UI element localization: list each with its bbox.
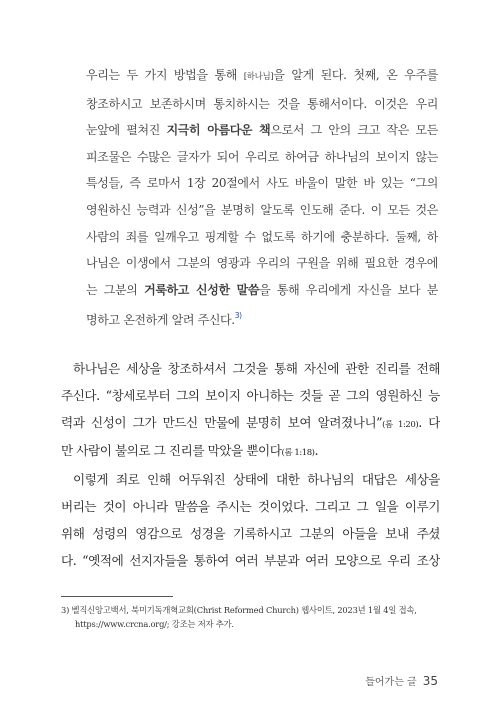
page-number: 35 <box>422 674 438 688</box>
body-text <box>61 356 440 574</box>
scripture-reference: (롬 1:18) <box>281 448 315 459</box>
quote-line: 피조물은 수많은 글자가 되어 우리로 하여금 하나님의 보이지 않는 <box>86 149 438 164</box>
quote-block <box>86 62 438 334</box>
body-line: 버리는 것이 아니라 말씀을 주시는 것이었다. 그리고 그 일을 이루기 <box>61 498 440 514</box>
body-line: 력과 신성이 그가 만드신 만물에 분명히 보여 알려졌나니”(롬 1:20). 다 <box>61 414 440 430</box>
chapter-title: 들어가는 글 <box>365 677 417 688</box>
quote-line: 눈앞에 펼쳐진 지극히 아름다운 책으로서 그 안의 크고 작은 모든 <box>86 123 438 138</box>
bracket-insert: [하나님] <box>243 72 274 82</box>
body-line: 주신다. “창세로부터 그의 보이지 아니하는 것들 곧 그의 영원하신 능 <box>61 387 440 403</box>
footnote-url[interactable]: https://www.crcna.org/; 강조는 저자 추가. <box>75 619 234 629</box>
quote-line: 특성들, 즉 로마서 1장 20절에서 사도 바울이 말한 바 있는 “그의 <box>86 176 438 191</box>
emphasis-text: 지극히 아름다운 책 <box>166 123 271 138</box>
scripture-reference: (롬 1:20) <box>382 419 419 430</box>
quote-line: 영원하신 능력과 신성”을 분명히 알도록 인도해 준다. 이 모든 것은 <box>86 202 438 217</box>
footnote-citation: 3) 벨직신앙고백서, 북미기독개혁교회(Christ Reformed Church) 웹사이트, 2023년 1월 4일 접속, <box>61 605 417 615</box>
body-line: 위해 성령의 영감으로 성경을 기록하시고 그분의 아들을 보내 주셨 <box>61 525 440 541</box>
footnote-divider <box>61 596 173 597</box>
body-line: 하나님은 세상을 창조하셔서 그것을 통해 자신에 관한 진리를 전해 <box>73 361 440 376</box>
quote-line: 사람의 죄를 일깨우고 핑계할 수 없도록 하기에 충분하다. 둘째, 하 <box>86 229 438 244</box>
quote-line: 우리는 두 가지 방법을 통해 [하나님]을 알게 된다. 첫째, 온 우주를 <box>86 68 438 82</box>
quote-line: 창조하시고 보존하시며 통치하시는 것을 통해서이다. 이것은 우리 <box>86 96 438 111</box>
footnote-reference[interactable]: 3) <box>234 311 242 321</box>
quote-line: 명하고 온전하게 알려 주신다.$^{3)}$ <box>86 311 242 328</box>
body-line: 다. “옛적에 선지자들을 통하여 여러 부분과 여러 모양으로 우리 조상 <box>61 552 440 568</box>
quote-line: 는 그분의 거룩하고 신성한 말씀을 통해 우리에게 자신을 보다 분 <box>86 282 438 297</box>
quote-line: 나님은 이생에서 그분의 영광과 우리의 구원을 위해 필요한 경우에 <box>86 256 438 271</box>
footnote <box>61 603 440 631</box>
running-footer <box>365 673 438 688</box>
body-line: 이렇게 죄로 인해 어두워진 상태에 대한 하나님의 대답은 세상을 <box>73 472 440 488</box>
body-line: 만 사람이 불의로 그 진리를 막았을 뿐이다(롬 1:18). <box>61 443 319 459</box>
emphasis-text: 거룩하고 신성한 말씀 <box>144 282 260 297</box>
